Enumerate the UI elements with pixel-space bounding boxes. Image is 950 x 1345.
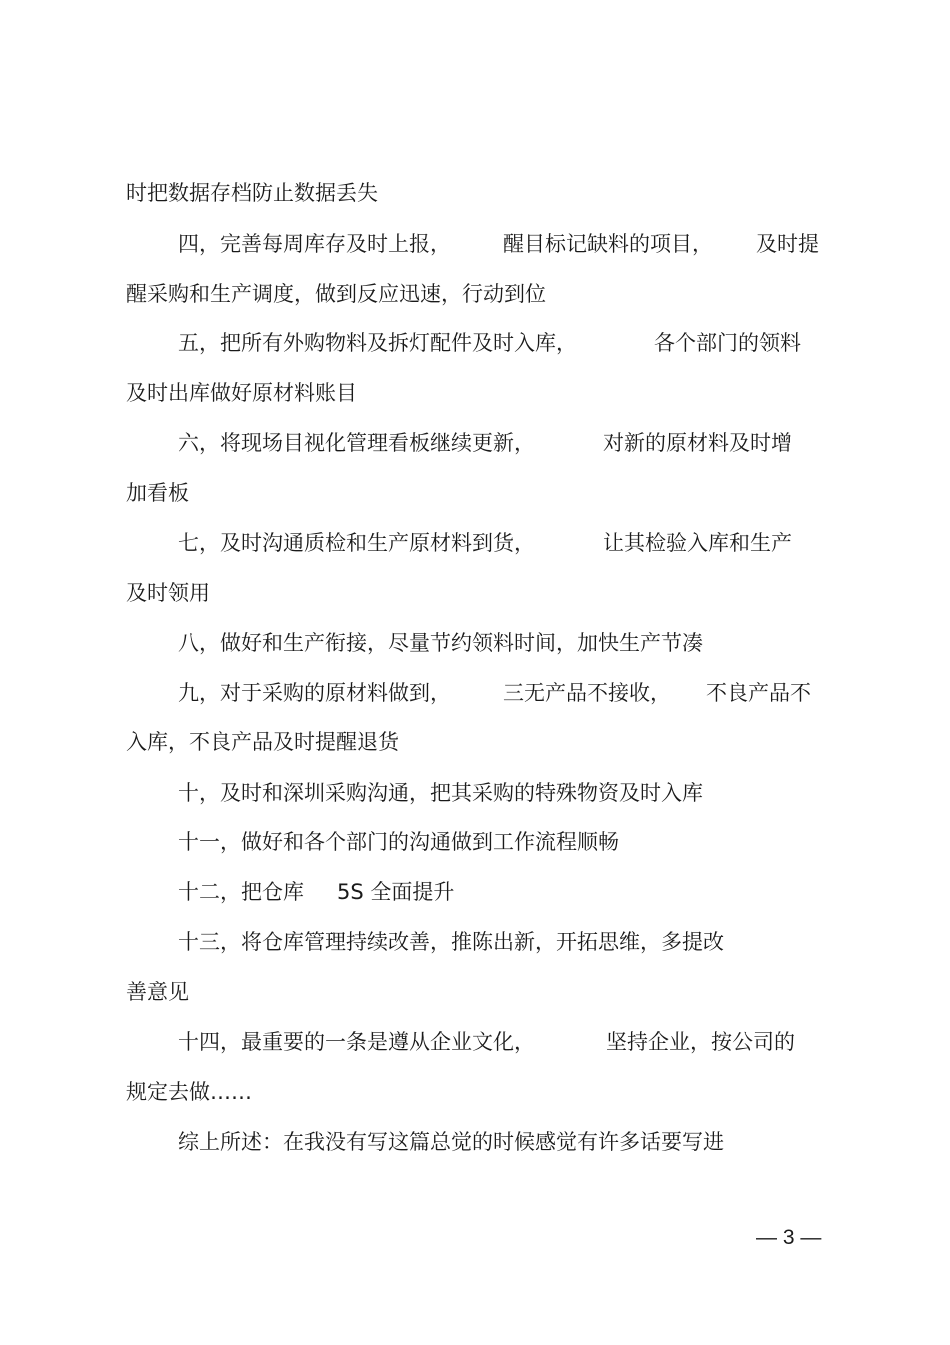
text-segment: 十四，最重要的一条是遵从企业文化， — [178, 1030, 535, 1054]
text-line — [0, 173, 950, 213]
text-line — [0, 274, 950, 314]
text-line — [0, 872, 950, 912]
text-segment: 四，完善每周库存及时上报， — [178, 232, 451, 256]
text-segment: 七，及时沟通质检和生产原材料到货， — [178, 531, 535, 555]
text-line — [0, 373, 950, 413]
text-segment: 5S 全面提升 — [337, 880, 455, 904]
text-segment: 对新的原材料及时增 — [603, 431, 792, 455]
text-segment: 醒目标记缺料的项目， — [503, 232, 713, 256]
text-segment: 三无产品不接收， — [503, 681, 671, 705]
text-segment: 十一，做好和各个部门的沟通做到工作流程顺畅 — [178, 830, 619, 854]
text-line — [0, 323, 950, 363]
text-line — [0, 423, 950, 463]
text-line — [0, 972, 950, 1012]
text-segment: 十，及时和深圳采购沟通，把其采购的特殊物资及时入库 — [178, 781, 703, 805]
text-line — [0, 523, 950, 563]
text-segment: 综上所述：在我没有写这篇总觉的时候感觉有许多话要写进 — [178, 1130, 724, 1154]
page-number: — 3 — — [756, 1226, 822, 1249]
text-line — [0, 1122, 950, 1162]
text-line — [0, 1022, 950, 1062]
text-segment: 及时提 — [756, 232, 819, 256]
text-segment: 不良产品不 — [706, 681, 811, 705]
text-line — [0, 822, 950, 862]
text-line — [0, 623, 950, 663]
text-segment: 五，把所有外购物料及拆灯配件及时入库， — [178, 331, 577, 355]
text-segment: 及时出库做好原材料账目 — [126, 381, 357, 405]
text-segment: 加看板 — [126, 481, 189, 505]
text-segment: 时把数据存档防止数据丢失 — [126, 181, 378, 205]
text-segment: 醒采购和生产调度，做到反应迅速，行动到位 — [126, 282, 546, 306]
text-line — [0, 473, 950, 513]
text-segment: 十二，把仓库 — [178, 880, 304, 904]
text-segment: 让其检验入库和生产 — [603, 531, 792, 555]
text-segment: 规定去做…… — [126, 1080, 252, 1104]
text-segment: 入库，不良产品及时提醒退货 — [126, 730, 399, 754]
text-segment: 善意见 — [126, 980, 189, 1004]
text-line — [0, 573, 950, 613]
text-line — [0, 773, 950, 813]
text-segment: 九，对于采购的原材料做到， — [178, 681, 451, 705]
text-line — [0, 673, 950, 713]
text-line — [0, 224, 950, 264]
text-line — [0, 1072, 950, 1112]
text-segment: 坚持企业，按公司的 — [606, 1030, 795, 1054]
text-segment: 及时领用 — [126, 581, 210, 605]
text-line — [0, 922, 950, 962]
text-segment: 十三，将仓库管理持续改善，推陈出新，开拓思维，多提改 — [178, 930, 724, 954]
text-segment: 八，做好和生产衔接，尽量节约领料时间，加快生产节凑 — [178, 631, 703, 655]
text-line — [0, 722, 950, 762]
text-segment: 各个部门的领料 — [654, 331, 801, 355]
text-segment: 六，将现场目视化管理看板继续更新， — [178, 431, 535, 455]
